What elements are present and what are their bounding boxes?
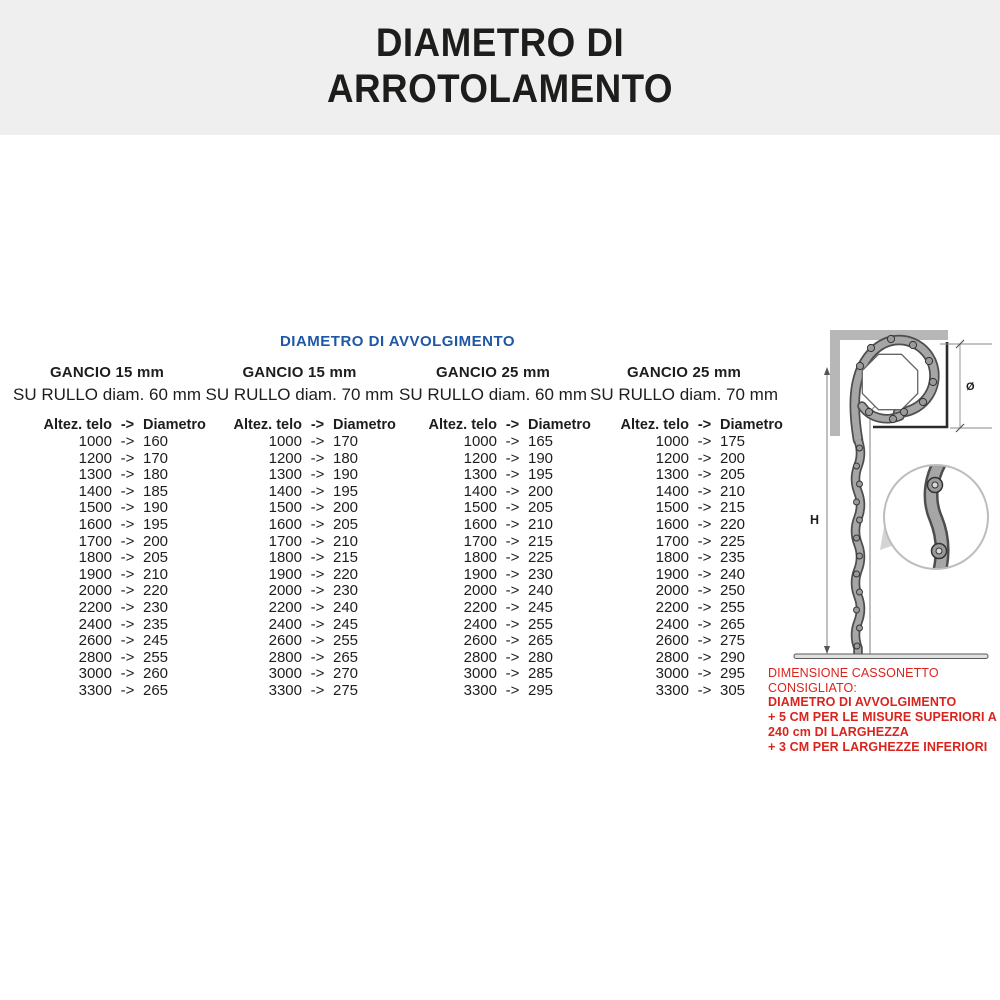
table-row: 2200 -> 245 [463, 598, 554, 616]
table-subtitle: SU RULLO diam. 60 mm [13, 385, 201, 404]
table-column-headers [12, 417, 206, 434]
table-row: 1000 -> 160 [78, 433, 169, 450]
diameter-label: Ø [966, 381, 975, 393]
table-column-headers [202, 417, 397, 434]
table-row: 1000 -> 170 [268, 433, 359, 450]
table-row: 2600 -> 255 [268, 632, 359, 650]
table-row: 1400 -> 185 [78, 482, 169, 500]
table-row: 1600 -> 205 [268, 515, 359, 533]
table-row: 1900 -> 210 [78, 565, 169, 583]
table-row: 1600 -> 195 [78, 515, 169, 533]
note-line: CONSIGLIATO: [768, 680, 857, 695]
table-row: 1800 -> 215 [268, 549, 359, 567]
note-line: DIMENSIONE CASSONETTO [768, 666, 939, 680]
table-row: 1900 -> 230 [463, 565, 554, 583]
table-row: 3000 -> 295 [655, 665, 746, 683]
table-title: GANCIO 15 mm [49, 364, 165, 381]
table-row: 1000 -> 175 [655, 433, 746, 450]
table-row: 1400 -> 200 [463, 482, 554, 500]
table-subtitle: SU RULLO diam. 60 mm [399, 385, 587, 404]
height-label: H [810, 513, 820, 527]
table-row: 3300 -> 295 [463, 681, 554, 699]
table-subtitle: SU RULLO diam. 70 mm [205, 385, 394, 404]
table-row: 1400 -> 210 [655, 482, 746, 500]
column-header-diameter: Diametro [333, 417, 396, 433]
note-line: 240 cm DI LARGHEZZA [768, 724, 909, 739]
table-row: 1300 -> 190 [268, 466, 359, 484]
diameter-table-gancio15-rullo60 [12, 364, 206, 700]
table-row: 1800 -> 205 [78, 549, 169, 567]
table-rows [12, 434, 202, 700]
shutter-diagram [790, 318, 996, 664]
note-line: + 3 CM PER LARGHEZZE INFERIORI [768, 739, 988, 754]
table-rows [202, 434, 397, 700]
table-row: 3300 -> 265 [78, 681, 169, 699]
note-line: DIAMETRO DI AVVOLGIMENTO [768, 695, 957, 710]
table-row: 3000 -> 260 [78, 665, 169, 683]
table-row: 2400 -> 265 [655, 615, 746, 633]
table-rows [397, 434, 589, 700]
table-subtitle: SU RULLO diam. 70 mm [590, 385, 778, 404]
column-header-diameter: Diametro [720, 417, 783, 433]
table-row: 2400 -> 245 [268, 615, 359, 633]
section-subtitle: DIAMETRO DI AVVOLGIMENTO [279, 333, 516, 350]
table-row: 1700 -> 215 [463, 532, 554, 550]
table-row: 1200 -> 190 [463, 449, 554, 467]
coil [855, 340, 935, 440]
height-arrow-top [824, 367, 830, 375]
column-header-arrow: -> [310, 417, 325, 433]
column-header-arrow: -> [505, 417, 520, 433]
page-title-line1: DIAMETRO DI [375, 21, 625, 65]
column-header-arrow: -> [120, 417, 135, 433]
table-row: 3000 -> 285 [463, 665, 554, 683]
table-row: 2200 -> 230 [78, 598, 169, 616]
page-title-line2: ARROTOLAMENTO [326, 67, 674, 111]
table-row: 2400 -> 235 [78, 615, 169, 633]
table-row: 1300 -> 195 [463, 466, 554, 484]
table-column-headers [589, 417, 783, 434]
table-row: 1000 -> 165 [463, 433, 554, 450]
table-row: 1200 -> 180 [268, 449, 359, 467]
diameter-table-gancio25-rullo70 [589, 364, 783, 700]
table-row: 1600 -> 210 [463, 515, 554, 533]
title-band [0, 0, 1000, 135]
table-column-headers [397, 417, 589, 434]
table-row: 2800 -> 280 [463, 648, 554, 666]
cassonetto-note [768, 666, 1000, 754]
page-title [40, 0, 960, 112]
diameter-table-gancio25-rullo60 [397, 364, 589, 700]
table-rows [589, 434, 779, 700]
table-row: 2200 -> 255 [655, 598, 746, 616]
table-row: 2600 -> 275 [655, 632, 746, 650]
table-row: 3300 -> 275 [268, 681, 359, 699]
table-row: 1500 -> 215 [655, 499, 746, 517]
table-row: 1200 -> 200 [655, 449, 746, 467]
table-row: 1800 -> 235 [655, 549, 746, 567]
table-row: 3000 -> 270 [268, 665, 359, 683]
octagonal-roller-tube [862, 354, 917, 409]
shutter-diagram-svg [790, 318, 996, 664]
table-row: 1700 -> 225 [655, 532, 746, 550]
column-header-diameter: Diametro [528, 417, 591, 433]
guide-line [870, 402, 883, 654]
table-row: 2800 -> 265 [268, 648, 359, 666]
column-header-height: Altez. telo [428, 417, 497, 433]
table-row: 2000 -> 220 [78, 582, 169, 600]
height-arrow-bottom [824, 646, 830, 654]
table-row: 2200 -> 240 [268, 598, 359, 616]
table-row: 2600 -> 265 [463, 632, 554, 650]
table-row: 1400 -> 195 [268, 482, 359, 500]
curtain [856, 440, 861, 655]
table-row: 2400 -> 255 [463, 615, 554, 633]
floor-base [794, 654, 988, 659]
table-row: 2000 -> 240 [463, 582, 554, 600]
table-row: 1900 -> 220 [268, 565, 359, 583]
table-title: GANCIO 25 mm [435, 364, 551, 381]
table-row: 3300 -> 305 [655, 681, 746, 699]
table-row: 2800 -> 255 [78, 648, 169, 666]
column-header-diameter: Diametro [143, 417, 206, 433]
table-row: 1500 -> 200 [268, 499, 359, 517]
table-row: 1300 -> 205 [655, 466, 746, 484]
column-header-height: Altez. telo [43, 417, 112, 433]
table-title: GANCIO 25 mm [626, 364, 742, 381]
table-row: 2800 -> 290 [655, 648, 746, 666]
table-row: 2000 -> 230 [268, 582, 359, 600]
table-row: 1200 -> 170 [78, 449, 169, 467]
table-row: 2600 -> 245 [78, 632, 169, 650]
column-header-height: Altez. telo [233, 417, 302, 433]
diameter-table-gancio15-rullo70 [202, 364, 397, 700]
table-title: GANCIO 15 mm [242, 364, 357, 381]
table-row: 1500 -> 205 [463, 499, 554, 517]
column-header-height: Altez. telo [620, 417, 689, 433]
table-row: 1800 -> 225 [463, 549, 554, 567]
tables-container [12, 364, 783, 700]
table-row: 2000 -> 250 [655, 582, 746, 600]
table-row: 1700 -> 200 [78, 532, 169, 550]
table-row: 1900 -> 240 [655, 565, 746, 583]
table-row: 1300 -> 180 [78, 466, 169, 484]
table-row: 1700 -> 210 [268, 532, 359, 550]
table-row: 1600 -> 220 [655, 515, 746, 533]
magnifier-detail [880, 462, 988, 574]
note-line: + 5 CM PER LE MISURE SUPERIORI A [768, 710, 997, 725]
table-row: 1500 -> 190 [78, 499, 169, 517]
column-header-arrow: -> [697, 417, 712, 433]
